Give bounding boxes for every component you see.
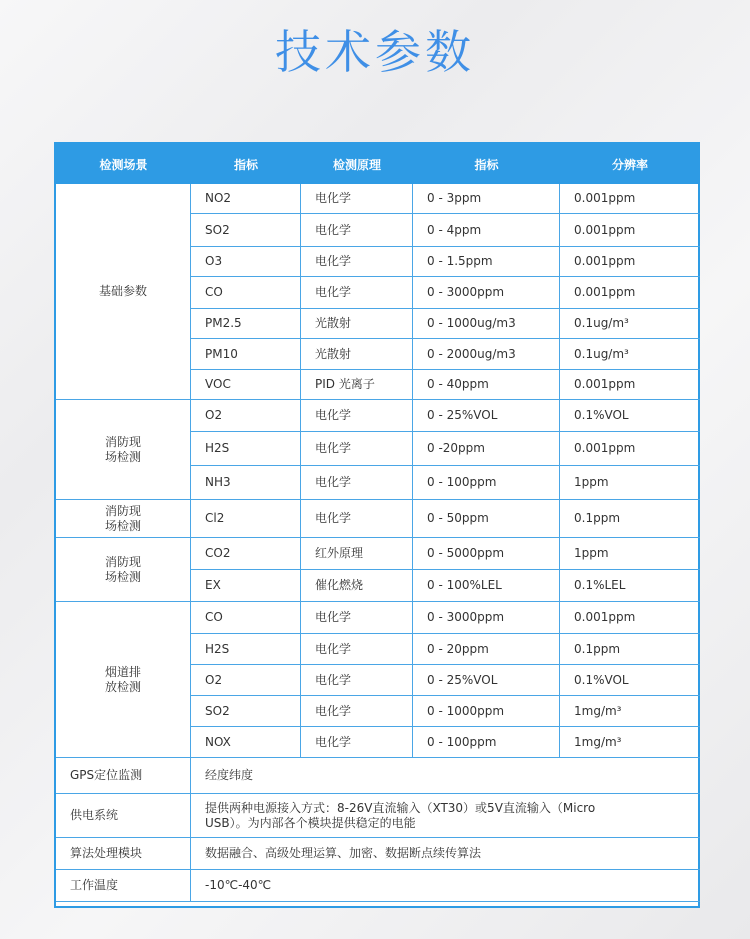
resolution-cell: 1mg/m³	[560, 727, 700, 758]
resolution-cell: 0.001ppm	[560, 277, 700, 309]
principle-cell: 光散射	[301, 339, 413, 370]
resolution-cell: 1ppm	[560, 466, 700, 500]
footer-label: 供电系统	[56, 794, 191, 838]
indicator-cell: PM2.5	[191, 309, 301, 339]
header-cell: 分辨率	[560, 144, 700, 184]
indicator-cell: NO2	[191, 184, 301, 214]
range-cell: 0 - 5000ppm	[413, 538, 560, 570]
resolution-cell: 0.001ppm	[560, 432, 700, 466]
range-cell: 0 - 1000ug/m3	[413, 309, 560, 339]
resolution-cell: 0.1%VOL	[560, 400, 700, 432]
range-cell: 0 - 4ppm	[413, 214, 560, 247]
indicator-cell: O3	[191, 247, 301, 277]
principle-cell: 电化学	[301, 727, 413, 758]
principle-cell: 光散射	[301, 309, 413, 339]
resolution-cell: 0.1ug/m³	[560, 309, 700, 339]
range-cell: 0 - 25%VOL	[413, 400, 560, 432]
principle-cell: 电化学	[301, 466, 413, 500]
range-cell: 0 - 40ppm	[413, 370, 560, 400]
page-title: 技术参数	[275, 25, 475, 79]
range-cell: 0 - 100ppm	[413, 727, 560, 758]
range-cell: 0 - 3000ppm	[413, 277, 560, 309]
principle-cell: 电化学	[301, 247, 413, 277]
indicator-cell: EX	[191, 570, 301, 602]
resolution-cell: 0.001ppm	[560, 184, 700, 214]
footer-value: 经度纬度	[191, 758, 700, 794]
indicator-cell: H2S	[191, 432, 301, 466]
footer-label: 算法处理模块	[56, 838, 191, 870]
header-cell: 检测场景	[56, 144, 191, 184]
resolution-cell: 0.1ug/m³	[560, 339, 700, 370]
header-cell: 指标	[413, 144, 560, 184]
indicator-cell: VOC	[191, 370, 301, 400]
resolution-cell: 0.001ppm	[560, 602, 700, 634]
principle-cell: 电化学	[301, 634, 413, 665]
range-cell: 0 - 3ppm	[413, 184, 560, 214]
indicator-cell: PM10	[191, 339, 301, 370]
indicator-cell: NH3	[191, 466, 301, 500]
resolution-cell: 0.001ppm	[560, 247, 700, 277]
footer-label: GPS定位监测	[56, 758, 191, 794]
principle-cell: 电化学	[301, 696, 413, 727]
indicator-cell: CO	[191, 602, 301, 634]
header-cell: 检测原理	[301, 144, 413, 184]
scene-cell: 消防现 场检测	[56, 400, 191, 500]
range-cell: 0 - 1000ppm	[413, 696, 560, 727]
principle-cell: 电化学	[301, 277, 413, 309]
range-cell: 0 - 25%VOL	[413, 665, 560, 696]
indicator-cell: SO2	[191, 214, 301, 247]
resolution-cell: 0.1%LEL	[560, 570, 700, 602]
resolution-cell: 1ppm	[560, 538, 700, 570]
principle-cell: 电化学	[301, 500, 413, 538]
scene-cell: 基础参数	[56, 184, 191, 400]
footer-label: 工作温度	[56, 870, 191, 902]
indicator-cell: CO	[191, 277, 301, 309]
resolution-cell: 0.1ppm	[560, 500, 700, 538]
range-cell: 0 - 50ppm	[413, 500, 560, 538]
principle-cell: 电化学	[301, 602, 413, 634]
resolution-cell: 0.1%VOL	[560, 665, 700, 696]
resolution-cell: 1mg/m³	[560, 696, 700, 727]
principle-cell: 红外原理	[301, 538, 413, 570]
range-cell: 0 - 3000ppm	[413, 602, 560, 634]
principle-cell: 电化学	[301, 184, 413, 214]
resolution-cell: 0.1ppm	[560, 634, 700, 665]
header-cell: 指标	[191, 144, 301, 184]
indicator-cell: NOX	[191, 727, 301, 758]
range-cell: 0 -20ppm	[413, 432, 560, 466]
principle-cell: 电化学	[301, 432, 413, 466]
spec-table	[54, 142, 700, 908]
principle-cell: 电化学	[301, 665, 413, 696]
indicator-cell: O2	[191, 665, 301, 696]
principle-cell: PID 光离子	[301, 370, 413, 400]
indicator-cell: CO2	[191, 538, 301, 570]
scene-cell: 消防现 场检测	[56, 538, 191, 602]
indicator-cell: O2	[191, 400, 301, 432]
resolution-cell: 0.001ppm	[560, 370, 700, 400]
range-cell: 0 - 100ppm	[413, 466, 560, 500]
range-cell: 0 - 20ppm	[413, 634, 560, 665]
footer-value: 数据融合、高级处理运算、加密、数据断点续传算法	[191, 838, 700, 870]
indicator-cell: H2S	[191, 634, 301, 665]
range-cell: 0 - 2000ug/m3	[413, 339, 560, 370]
principle-cell: 电化学	[301, 214, 413, 247]
principle-cell: 电化学	[301, 400, 413, 432]
range-cell: 0 - 1.5ppm	[413, 247, 560, 277]
resolution-cell: 0.001ppm	[560, 214, 700, 247]
footer-value: 提供两种电源接入方式：8-26V直流输入（XT30）或5V直流输入（Micro USB）。为内部各个模块提供稳定的电能	[191, 794, 700, 838]
indicator-cell: Cl2	[191, 500, 301, 538]
footer-value: -10℃-40℃	[191, 870, 700, 902]
scene-cell: 烟道排 放检测	[56, 602, 191, 758]
indicator-cell: SO2	[191, 696, 301, 727]
scene-cell: 消防现 场检测	[56, 500, 191, 538]
principle-cell: 催化燃烧	[301, 570, 413, 602]
range-cell: 0 - 100%LEL	[413, 570, 560, 602]
